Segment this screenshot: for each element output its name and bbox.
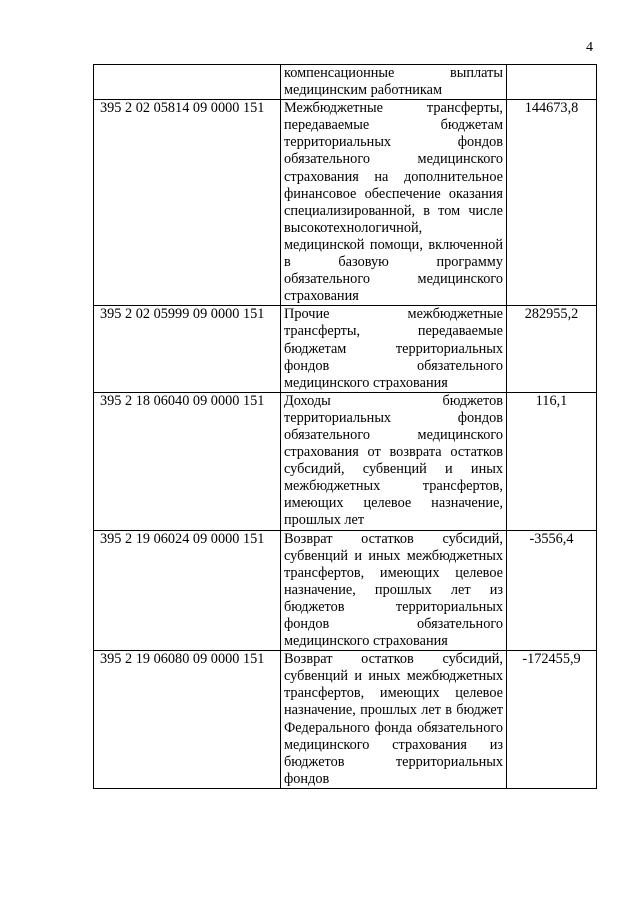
classification-code-cell: 395 2 02 05814 09 0000 151 (94, 100, 281, 306)
revenue-name-cell (281, 392, 507, 530)
table-row (94, 100, 597, 306)
amount-cell: -172455,9 (507, 651, 597, 789)
page-number: 4 (586, 40, 593, 55)
revenue-name-text: Межбюджетные трансферты, передаваемые бюджетам территориальных фондов обязательного медицинского страхования на дополнительное финансовое обеспечение оказания специализированной, в том числе высокотехнологичной, медицинской помощи, включенной в базовую программу обязательного медицинского страхования (284, 100, 503, 305)
revenue-name-cell (281, 306, 507, 392)
revenue-name-cell (281, 651, 507, 789)
table-row (94, 306, 597, 392)
table-row (94, 651, 597, 789)
classification-code-cell: 395 2 19 06080 09 0000 151 (94, 651, 281, 789)
classification-code-cell: 395 2 18 06040 09 0000 151 (94, 392, 281, 530)
revenue-name-text: Прочие межбюджетные трансферты, передаваемые бюджетам территориальных фондов обязательного медицинского страхования (284, 306, 503, 391)
classification-code-cell: 395 2 19 06024 09 0000 151 (94, 530, 281, 651)
classification-code-cell: 395 2 02 05999 09 0000 151 (94, 306, 281, 392)
revenue-name-cell (281, 530, 507, 651)
table-row (94, 392, 597, 530)
revenue-name-cell (281, 65, 507, 100)
amount-cell: -3556,4 (507, 530, 597, 651)
revenue-name-cell (281, 100, 507, 306)
budget-revenue-table (93, 64, 597, 789)
amount-cell: 116,1 (507, 392, 597, 530)
revenue-name-text: Возврат остатков субсидий, субвенций и иных межбюджетных трансфертов, имеющих целевое назначение, прошлых лет из бюджетов территориальных фондов обязательного медицинского страхования (284, 530, 503, 650)
table-row (94, 530, 597, 651)
amount-cell: 144673,8 (507, 100, 597, 306)
revenue-name-text: Доходы бюджетов территориальных фондов обязательного медицинского страхования от возврата остатков субсидий, субвенций и иных межбюджетных трансфертов, имеющих целевое назначение, прошлых лет (284, 392, 503, 529)
revenue-name-text: Возврат остатков субсидий, субвенций и иных межбюджетных трансфертов, имеющих целевое назначение, прошлых лет в бюджет Федерального фонда обязательного медицинского страхования из бюджетов территориальных фондов (284, 651, 503, 787)
amount-cell (507, 65, 597, 100)
table-row (94, 65, 597, 100)
revenue-name-text: компенсационные выплаты медицинским работникам (284, 65, 503, 99)
classification-code-cell (94, 65, 281, 100)
amount-cell: 282955,2 (507, 306, 597, 392)
